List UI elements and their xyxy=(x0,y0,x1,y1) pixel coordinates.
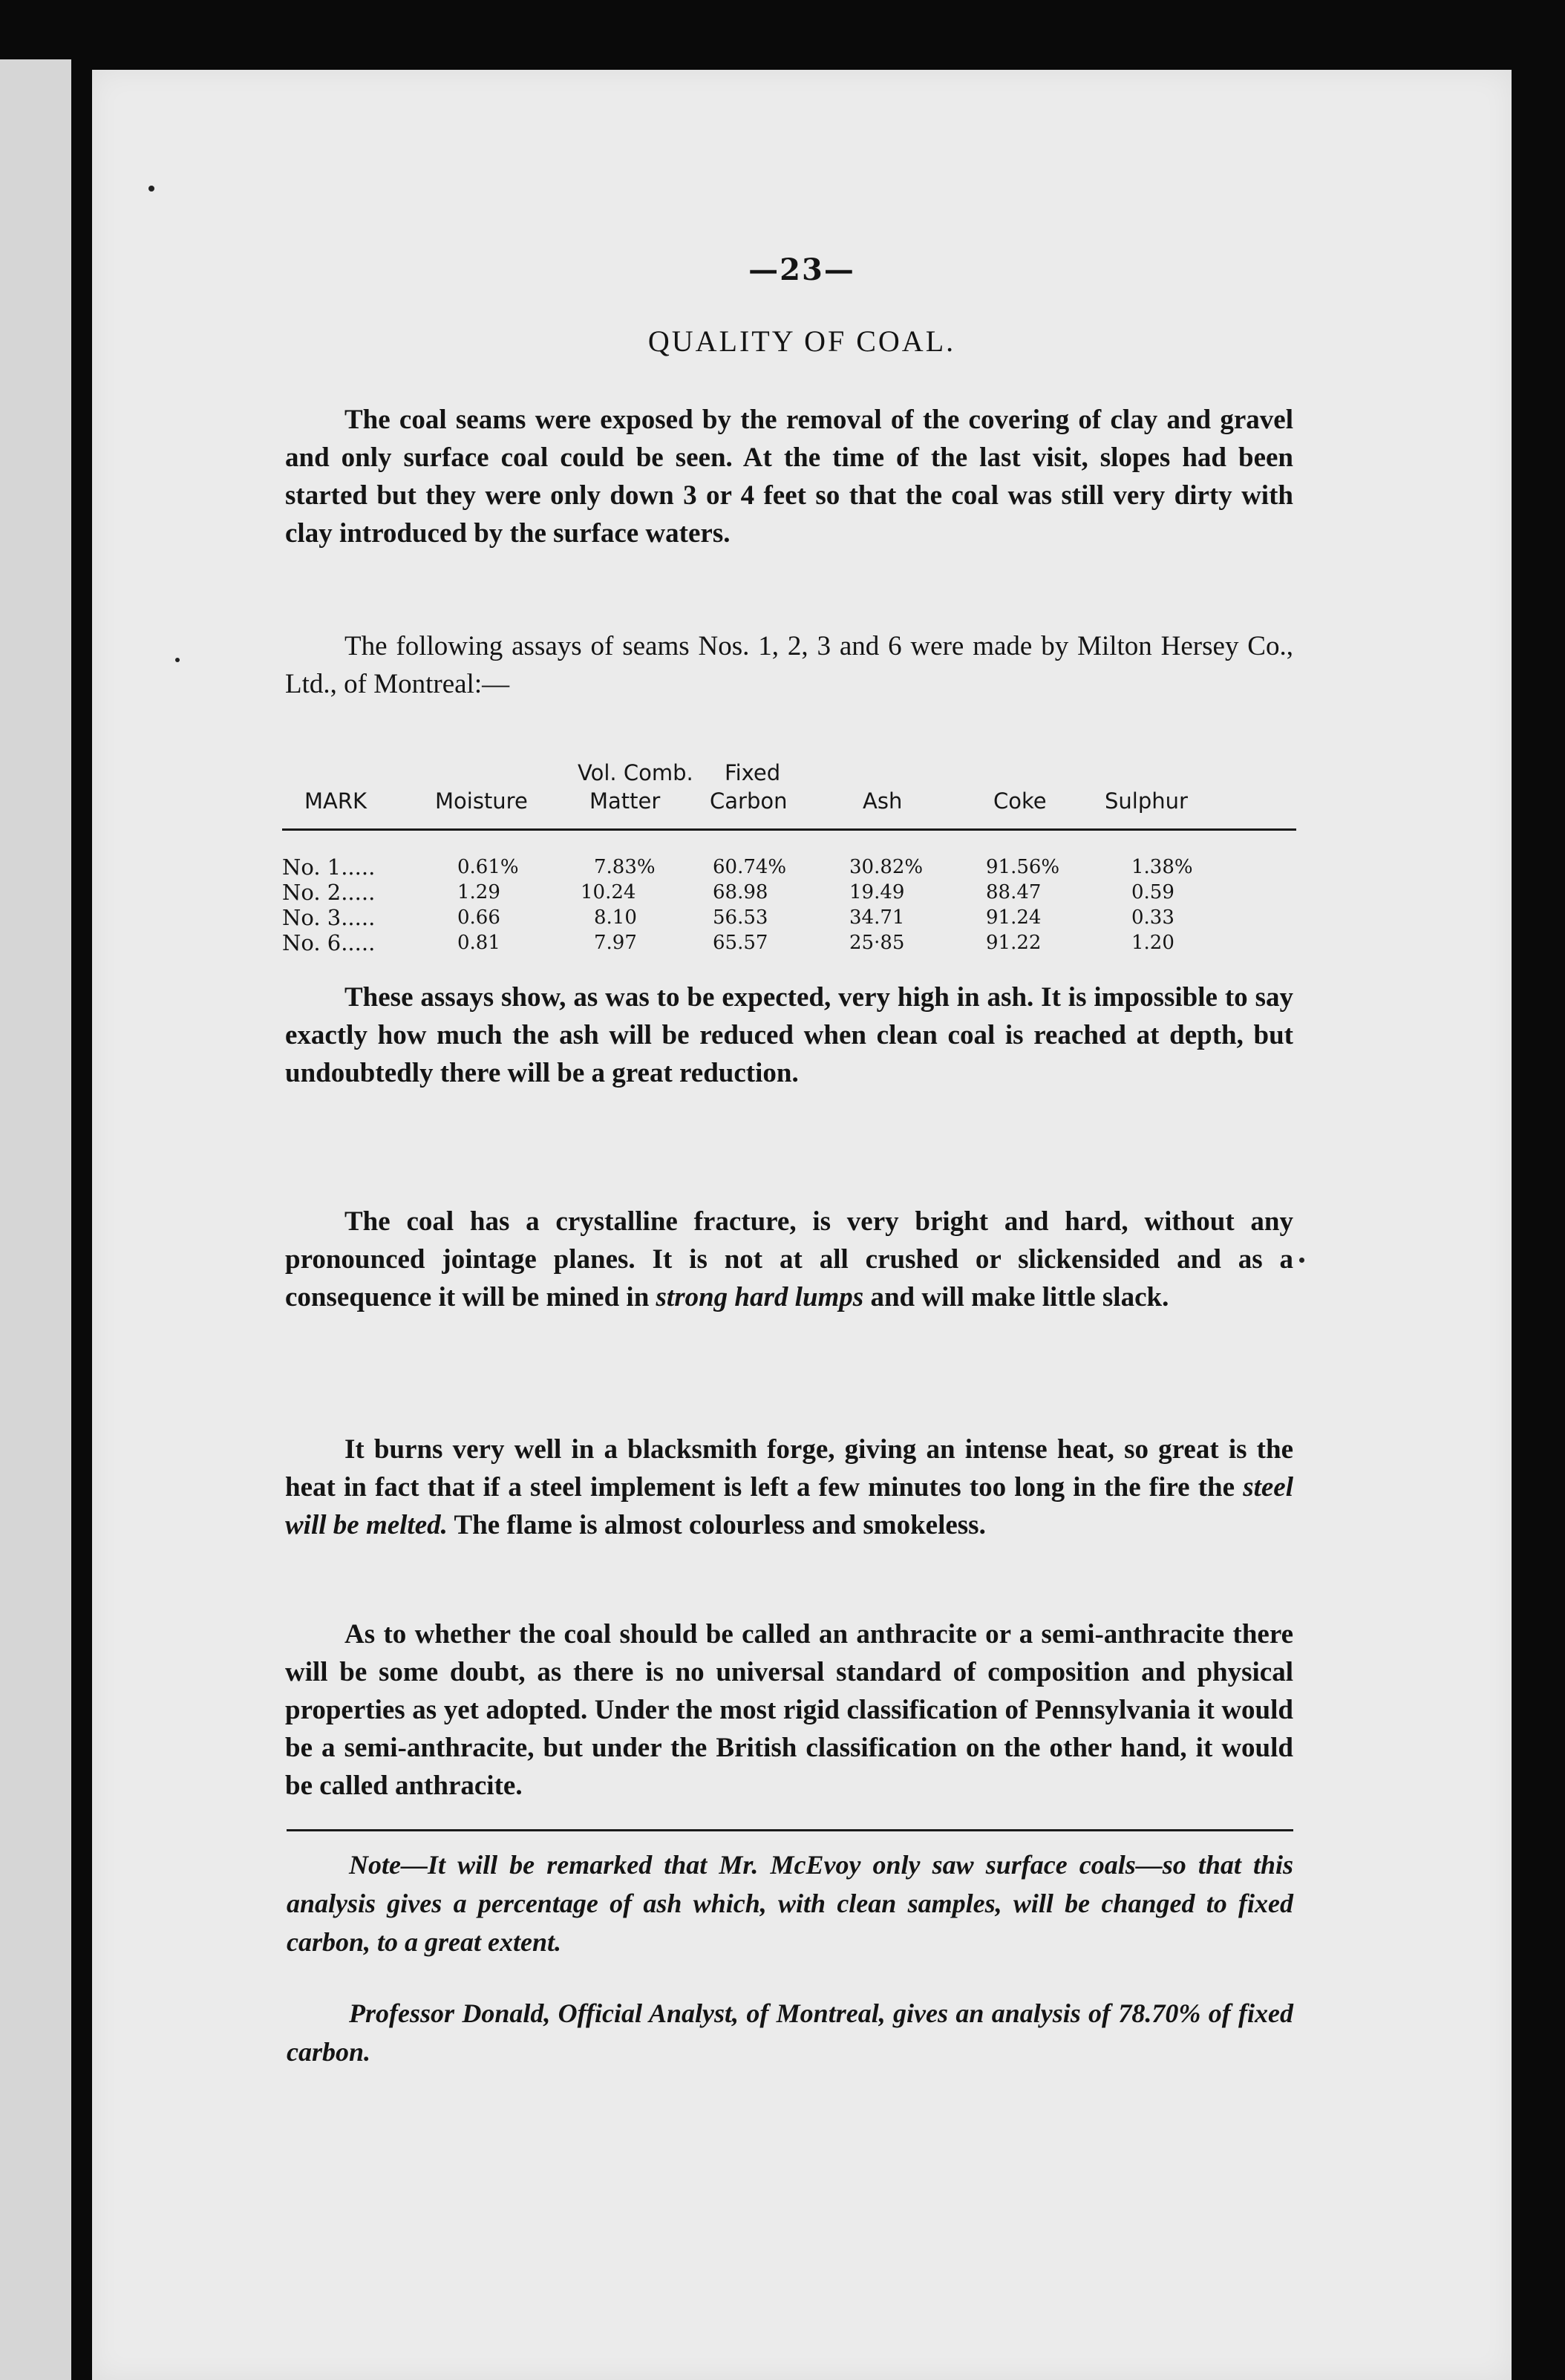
header-sulphur: Sulphur xyxy=(1105,788,1188,814)
row-fixed: 68.98 xyxy=(713,881,768,903)
note-professor-donald: Professor Donald, Official Analyst, of Montreal, gives an analysis of 78.70% of fixed carbon. xyxy=(287,1998,1293,2067)
p5-text: It burns very well in a blacksmith forge, giving an intense heat, so great is the heat in fact that if a steel implement is left a few minutes too long in the fire the xyxy=(285,1434,1293,1503)
row-moisture: 0.61% xyxy=(457,856,519,878)
row-mark: No. 2..... xyxy=(282,880,376,905)
row-sulphur: 0.33 xyxy=(1131,906,1174,929)
row-coke: 88.47 xyxy=(986,881,1042,903)
note-mcevoy: Note—It will be remarked that Mr. McEvoy only saw surface coals—so that this analysis gives a percentage of ash which, with clean samples, will be changed to fixed carbon, to a great extent. xyxy=(287,1850,1293,1957)
row-fixed: 56.53 xyxy=(713,906,768,929)
section-title: QUALITY OF COAL. xyxy=(647,324,956,358)
paragraph-coal-burning xyxy=(285,1431,1293,1544)
header-coke: Coke xyxy=(993,788,1047,814)
scan-speck xyxy=(148,186,154,192)
row-moisture: 0.81 xyxy=(457,932,500,954)
header-mark: MARK xyxy=(304,788,367,814)
row-volcomb: 8.10 xyxy=(594,906,637,929)
row-moisture: 1.29 xyxy=(457,881,500,903)
row-volcomb: 10.24 xyxy=(581,881,636,903)
row-sulphur: 0.59 xyxy=(1131,881,1174,903)
p5-end: The flame is almost colourless and smokeless. xyxy=(454,1510,986,1540)
row-sulphur: 1.38% xyxy=(1131,856,1193,878)
header-moisture: Moisture xyxy=(435,788,528,814)
adjacent-page-edge xyxy=(0,59,71,2380)
row-volcomb: 7.97 xyxy=(594,932,637,954)
note-separator-rule xyxy=(287,1829,1293,1831)
header-volcomb-line2: Matter xyxy=(589,788,661,814)
header-fixed-line2: Carbon xyxy=(710,788,788,814)
row-fixed: 60.74% xyxy=(713,856,787,878)
paragraph-assay-results: These assays show, as was to be expected, very high in ash. It is impossible to say exactly how much the ash will be reduced when clean coal is reached at depth, but undoubtedly there will be a great reduction. xyxy=(285,982,1293,1088)
p4-italic: strong hard lumps xyxy=(656,1282,864,1312)
table-header-rule xyxy=(282,828,1296,831)
row-fixed: 65.57 xyxy=(713,932,768,954)
paragraph-seams-exposed: The coal seams were exposed by the removal of the covering of clay and gravel and only surface coal could be seen. At the time of the last visit, slopes had been started but they were only down 3 or 4 feet so that the coal was still very dirty with clay introduced by the surface waters. xyxy=(285,405,1293,549)
page-number: —23— xyxy=(748,252,855,287)
paragraph-coal-fracture xyxy=(285,1203,1293,1316)
row-ash: 19.49 xyxy=(849,881,905,903)
paragraph-assays-intro: The following assays of seams Nos. 1, 2, 3 and 6 were made by Milton Hersey Co., Ltd., of Montreal:— xyxy=(285,631,1293,699)
paragraph-classification: As to whether the coal should be called an anthracite or a semi-anthracite there will be some doubt, as there is no universal standard of composition and physical properties as yet adopted. Under the most rigid classification of Pennsylvania it would be a semi-anthracite, but under the British classification on the other hand, it would be called anthracite. xyxy=(285,1619,1293,1801)
row-coke: 91.56% xyxy=(986,856,1060,878)
scan-speck xyxy=(175,658,180,662)
header-volcomb-line1: Vol. Comb. xyxy=(578,760,693,785)
p5-italic: steel will be melted. xyxy=(285,1472,1293,1540)
row-moisture: 0.66 xyxy=(457,906,500,929)
row-volcomb: 7.83% xyxy=(594,856,656,878)
row-ash: 30.82% xyxy=(849,856,924,878)
p4-text: The coal has a crystalline fracture, is very bright and hard, without any pronounced jointage planes. It is not at all crushed or slickensided and as a consequence it will be mined in xyxy=(285,1206,1293,1312)
document-page xyxy=(92,70,1512,2380)
row-coke: 91.22 xyxy=(986,932,1042,954)
header-fixed-line1: Fixed xyxy=(725,760,781,785)
scan-speck xyxy=(1299,1258,1304,1263)
row-mark: No. 1..... xyxy=(282,854,376,880)
row-mark: No. 3..... xyxy=(282,905,376,930)
row-sulphur: 1.20 xyxy=(1131,932,1174,954)
row-mark: No. 6..... xyxy=(282,930,376,955)
row-coke: 91.24 xyxy=(986,906,1042,929)
row-ash: 25·85 xyxy=(849,932,905,954)
p4-end: and will make little slack. xyxy=(870,1282,1169,1312)
header-ash: Ash xyxy=(863,788,903,814)
row-ash: 34.71 xyxy=(849,906,905,929)
